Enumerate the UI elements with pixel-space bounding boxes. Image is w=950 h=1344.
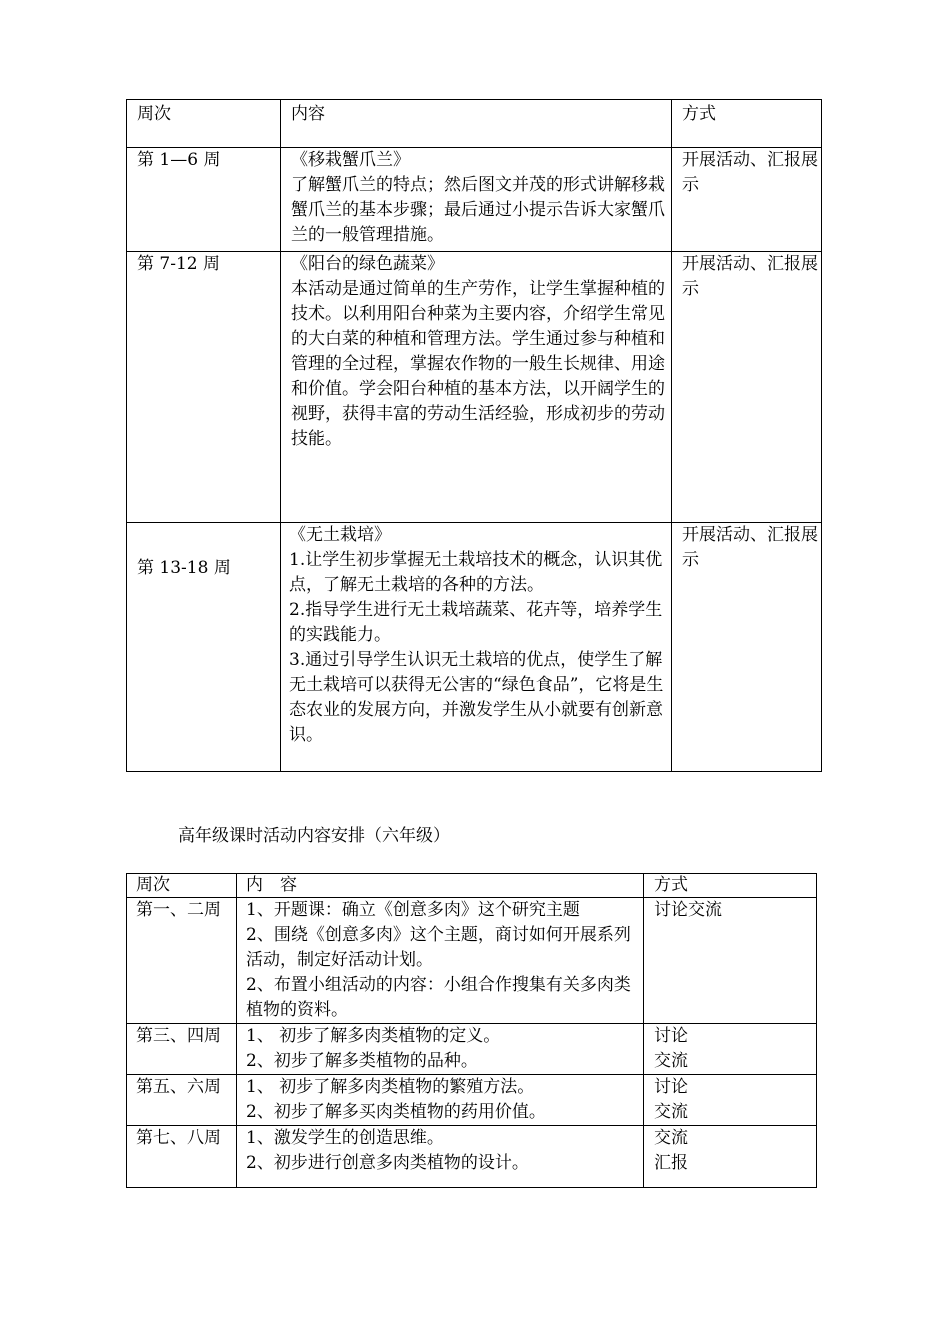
header-content: 内 容 [246, 875, 297, 895]
method-cell [644, 1126, 817, 1188]
method-text: 讨论 交流 [654, 1077, 688, 1122]
table-header-row [127, 100, 822, 148]
method-cell [672, 252, 822, 523]
content-cell [281, 148, 672, 252]
table-row [127, 898, 817, 1024]
week-text: 第五、六周 [136, 1077, 221, 1097]
table-row [127, 252, 822, 523]
header-method: 方式 [654, 875, 688, 895]
header-cell-week [127, 100, 281, 148]
header-cell-content [237, 874, 644, 898]
method-text: 开展活动、汇报展示 [682, 525, 818, 570]
content-text: 1、激发学生的创造思维。 2、初步进行创意多肉类植物的设计。 [246, 1128, 529, 1173]
content-cell [237, 1126, 644, 1188]
week-cell [127, 1126, 237, 1188]
content-cell [281, 252, 672, 523]
content-text: 《阳台的绿色蔬菜》 本活动是通过简单的生产劳作，让学生掌握种植的技术。以利用阳台种菜为主要内容，介绍学生常见的大白菜的种植和管理方法。学生通过参与种植和管理的全过程，掌握农作物的一般生长规律、用途和价值。学会阳台种植的基本方法，以开阔学生的视野，获得丰富的劳动生活经验，形成初步的劳动技能。 [291, 254, 665, 449]
header-content: 内容 [291, 104, 325, 124]
content-text: 1、开题课：确立《创意多肉》这个研究主题 2、围绕《创意多肉》这个主题，商讨如何开展系列活动，制定好活动计划。 2、布置小组活动的内容：小组合作搜集有关多肉类植物的资料。 [246, 900, 631, 1020]
week-cell [127, 1075, 237, 1126]
week-cell [127, 898, 237, 1024]
method-cell [672, 148, 822, 252]
header-week: 周次 [136, 875, 170, 895]
week-cell [127, 252, 281, 523]
week-cell [127, 148, 281, 252]
week-text: 第七、八周 [136, 1128, 221, 1148]
method-cell [644, 1024, 817, 1075]
header-cell-method [672, 100, 822, 148]
table-2-caption: 高年级课时活动内容安排（六年级） [178, 826, 450, 846]
course-table-1 [126, 99, 822, 772]
content-cell [237, 898, 644, 1024]
table-header-row [127, 874, 817, 898]
week-text: 第 7-12 周 [137, 254, 220, 274]
method-text: 讨论交流 [654, 900, 722, 920]
week-text: 第 13-18 周 [137, 557, 231, 578]
table-row [127, 1075, 817, 1126]
method-cell [672, 523, 822, 772]
content-text: 1、 初步了解多肉类植物的定义。 2、初步了解多类植物的品种。 [246, 1026, 501, 1071]
week-text: 第一、二周 [136, 900, 221, 920]
method-text: 开展活动、汇报展示 [682, 150, 818, 195]
header-method: 方式 [682, 104, 716, 124]
week-text: 第三、四周 [136, 1026, 221, 1046]
course-table-2 [126, 873, 817, 1188]
table-row [127, 523, 822, 772]
method-cell [644, 1075, 817, 1126]
header-cell-week [127, 874, 237, 898]
week-cell [127, 523, 281, 772]
table-row [127, 148, 822, 252]
method-text: 开展活动、汇报展示 [682, 254, 818, 299]
table-row [127, 1024, 817, 1075]
content-text: 《无土栽培》 1.让学生初步掌握无土栽培技术的概念，认识其优点，了解无土栽培的各种的方法。 2.指导学生进行无土栽培蔬菜、花卉等，培养学生的实践能力。 3.通过引导学生认识无土栽培的优点，使学生了解无土栽培可以获得无公害的“绿色食品”，它将是生态农业的发展方向，并激发学生从小就要有创新意识。 [289, 525, 664, 745]
table-row [127, 1126, 817, 1188]
content-text: 1、 初步了解多肉类植物的繁殖方法。 2、初步了解多买肉类植物的药用价值。 [246, 1077, 546, 1122]
header-cell-method [644, 874, 817, 898]
week-text: 第 1—6 周 [137, 150, 221, 170]
method-text: 讨论 交流 [654, 1026, 688, 1071]
header-week: 周次 [137, 104, 171, 124]
week-cell [127, 1024, 237, 1075]
content-cell [237, 1024, 644, 1075]
content-cell [237, 1075, 644, 1126]
method-cell [644, 898, 817, 1024]
method-text: 交流 汇报 [654, 1128, 688, 1173]
content-text: 《移栽蟹爪兰》 了解蟹爪兰的特点；然后图文并茂的形式讲解移栽蟹爪兰的基本步骤；最后通过小提示告诉大家蟹爪兰的一般管理措施。 [291, 150, 665, 245]
content-cell [281, 523, 672, 772]
header-cell-content [281, 100, 672, 148]
